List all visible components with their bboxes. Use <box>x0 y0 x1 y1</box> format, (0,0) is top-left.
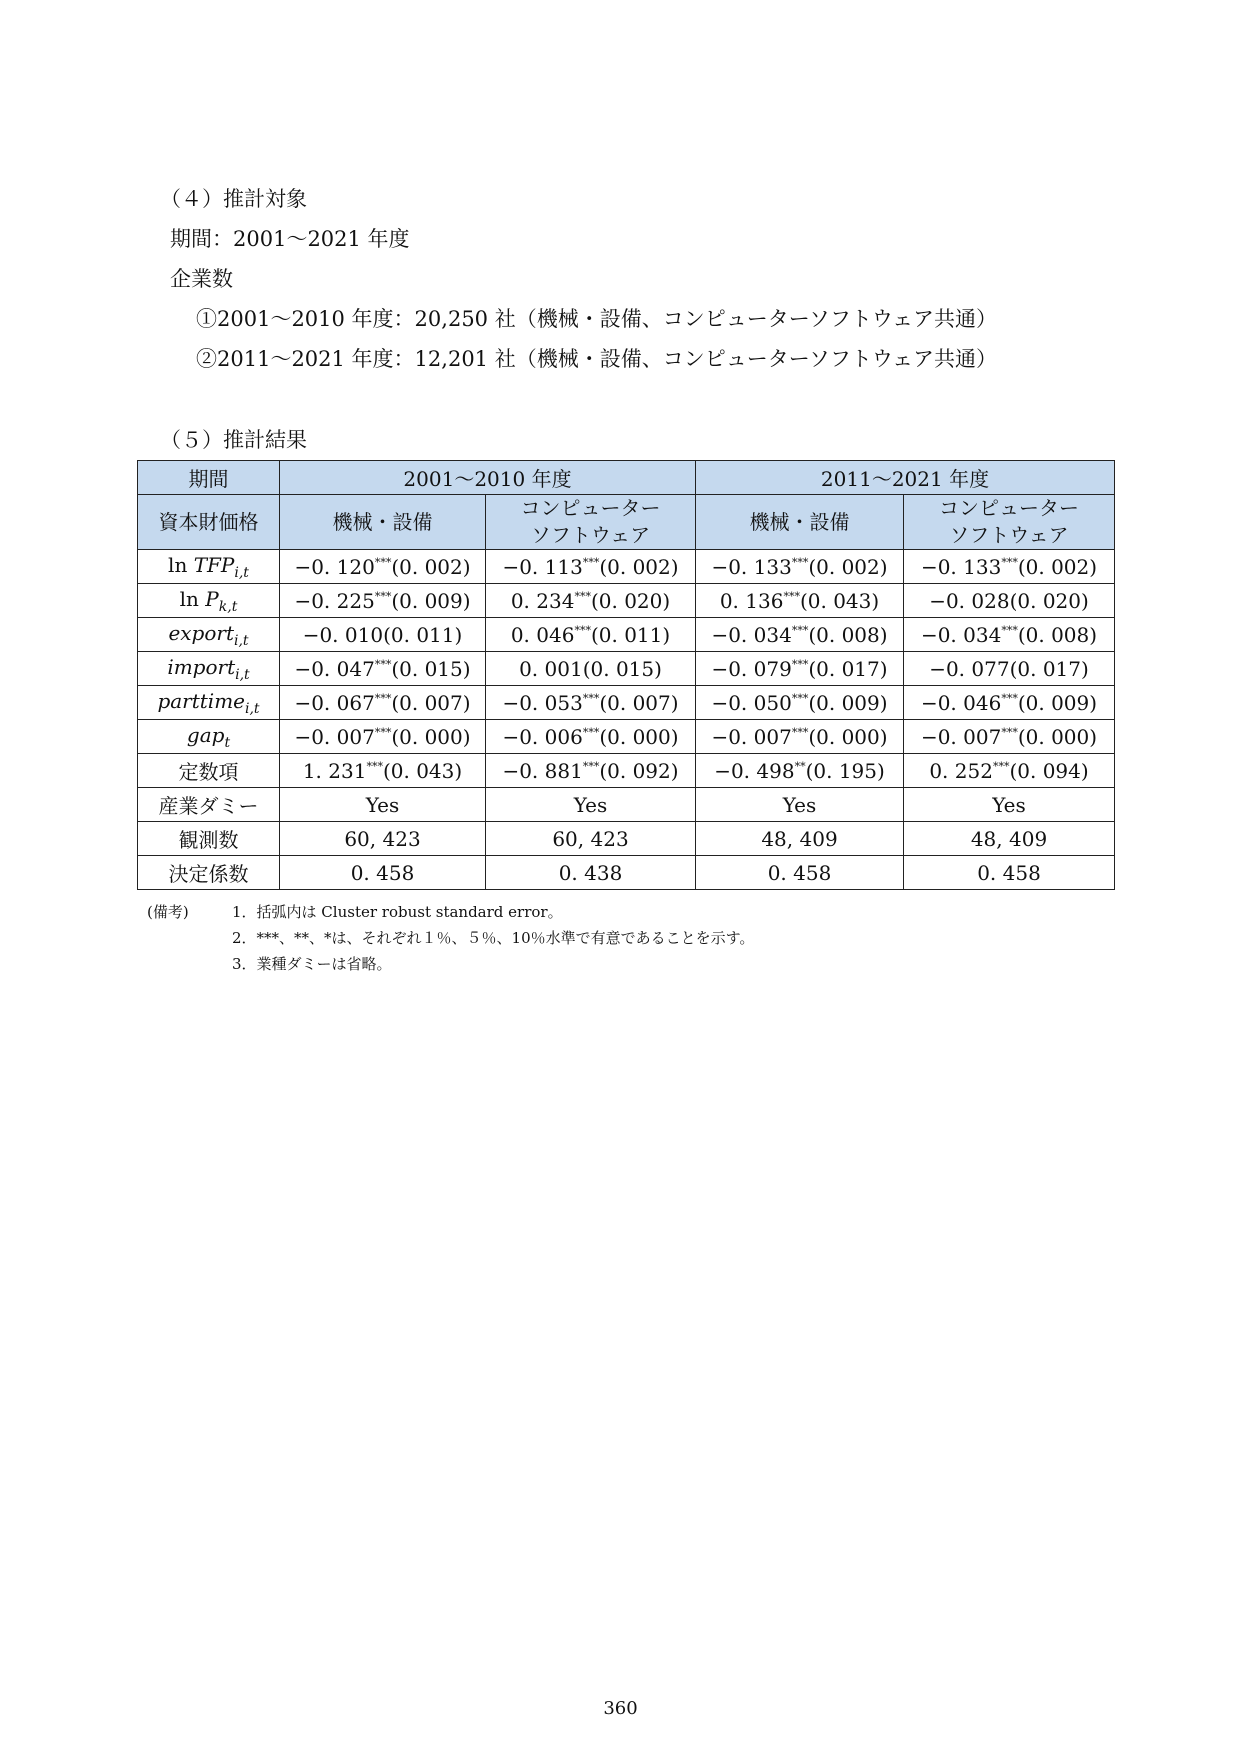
value-cell: Yes <box>280 788 486 822</box>
value-cell: 0. 438 <box>486 856 696 890</box>
value-cell: Yes <box>486 788 696 822</box>
coef-cell: −0. 498**(0. 195) <box>696 754 904 788</box>
coef-cell: 0. 046***(0. 011) <box>486 618 696 652</box>
capital-price-label: 資本財価格 <box>138 495 280 550</box>
var-parttime: parttime$_{i,t}$ <box>138 686 280 720</box>
note-item-1: 1．括弧内は Cluster robust standard error。 <box>232 903 563 921</box>
estimation-period: 期間：2001～2021 年度 <box>170 227 410 251</box>
companies-item-1: ①2001～2010 年度：20,250 社（機械・設備、コンピューターソフトウェア共通） <box>196 307 998 331</box>
coef-cell: 0. 136***(0. 043) <box>696 584 904 618</box>
coef-cell: −0. 113***(0. 002) <box>486 550 696 584</box>
coef-cell: 0. 234***(0. 020) <box>486 584 696 618</box>
machinery-header: 機械・設備 <box>696 495 904 550</box>
row-parttime <box>138 686 1115 720</box>
value-cell: 48, 409 <box>904 822 1115 856</box>
row-industry-dummy <box>138 788 1115 822</box>
var-ln-pk: $\ln P_{k,t}$ <box>138 584 280 618</box>
coef-cell: 1. 231***(0. 043) <box>280 754 486 788</box>
row-import <box>138 652 1115 686</box>
coef-cell: −0. 050***(0. 009) <box>696 686 904 720</box>
page-number: 360 <box>603 1698 638 1719</box>
coef-cell: −0. 053***(0. 007) <box>486 686 696 720</box>
value-cell: 0. 458 <box>696 856 904 890</box>
coef-cell: −0. 133***(0. 002) <box>696 550 904 584</box>
machinery-header: 機械・設備 <box>280 495 486 550</box>
r-squared-label: 決定係数 <box>138 856 280 890</box>
row-r-squared <box>138 856 1115 890</box>
value-cell: 60, 423 <box>280 822 486 856</box>
coef-cell: −0. 881***(0. 092) <box>486 754 696 788</box>
coef-cell: −0. 225***(0. 009) <box>280 584 486 618</box>
row-ln-tfp <box>138 550 1115 584</box>
coef-cell: −0. 067***(0. 007) <box>280 686 486 720</box>
period-1-header: 2001～2010 年度 <box>280 461 696 495</box>
observations-label: 観測数 <box>138 822 280 856</box>
coef-cell: −0. 034***(0. 008) <box>696 618 904 652</box>
coef-cell: −0. 133***(0. 002) <box>904 550 1115 584</box>
var-export: export$_{i,t}$ <box>138 618 280 652</box>
results-table <box>137 460 1115 890</box>
row-export <box>138 618 1115 652</box>
row-ln-pk <box>138 584 1115 618</box>
coef-cell: −0. 120***(0. 002) <box>280 550 486 584</box>
value-cell: 0. 458 <box>280 856 486 890</box>
coef-cell: 0. 001(0. 015) <box>486 652 696 686</box>
coef-cell: −0. 046***(0. 009) <box>904 686 1115 720</box>
header-row-period <box>138 461 1115 495</box>
coef-cell: −0. 028(0. 020) <box>904 584 1115 618</box>
period-label: 期間 <box>138 461 280 495</box>
note-item-3: 3．業種ダミーは省略。 <box>232 955 392 973</box>
coef-cell: −0. 079***(0. 017) <box>696 652 904 686</box>
coef-cell: −0. 010(0. 011) <box>280 618 486 652</box>
coef-cell: −0. 007***(0. 000) <box>280 720 486 754</box>
software-header: コンピューター ソフトウェア <box>486 495 696 550</box>
coef-cell: −0. 034***(0. 008) <box>904 618 1115 652</box>
notes-prefix: (備考) <box>147 903 189 921</box>
var-import: import$_{i,t}$ <box>138 652 280 686</box>
companies-item-2: ②2011～2021 年度：12,201 社（機械・設備、コンピューターソフトウェア共通） <box>196 347 998 371</box>
value-cell: 48, 409 <box>696 822 904 856</box>
companies-label: 企業数 <box>170 267 233 291</box>
coef-cell: −0. 077(0. 017) <box>904 652 1115 686</box>
value-cell: 60, 423 <box>486 822 696 856</box>
row-gap <box>138 720 1115 754</box>
var-ln-tfp: $\ln TFP_{i,t}$ <box>138 550 280 584</box>
header-row-capital <box>138 495 1115 550</box>
coef-cell: −0. 007***(0. 000) <box>904 720 1115 754</box>
row-constant <box>138 754 1115 788</box>
coef-cell: −0. 047***(0. 015) <box>280 652 486 686</box>
value-cell: 0. 458 <box>904 856 1115 890</box>
section-5-heading: （５）推計結果 <box>160 428 307 452</box>
coef-cell: 0. 252***(0. 094) <box>904 754 1115 788</box>
value-cell: Yes <box>696 788 904 822</box>
var-constant: 定数項 <box>138 754 280 788</box>
coef-cell: −0. 006***(0. 000) <box>486 720 696 754</box>
note-item-2: 2．***、**、*は、それぞれ１％、５％、10％水準で有意であることを示す。 <box>232 929 755 947</box>
period-2-header: 2011～2021 年度 <box>696 461 1115 495</box>
var-gap: gap$_t$ <box>138 720 280 754</box>
section-4-heading: （４）推計対象 <box>160 187 307 211</box>
software-header: コンピューター ソフトウェア <box>904 495 1115 550</box>
coef-cell: −0. 007***(0. 000) <box>696 720 904 754</box>
value-cell: Yes <box>904 788 1115 822</box>
row-observations <box>138 822 1115 856</box>
industry-dummy-label: 産業ダミー <box>138 788 280 822</box>
